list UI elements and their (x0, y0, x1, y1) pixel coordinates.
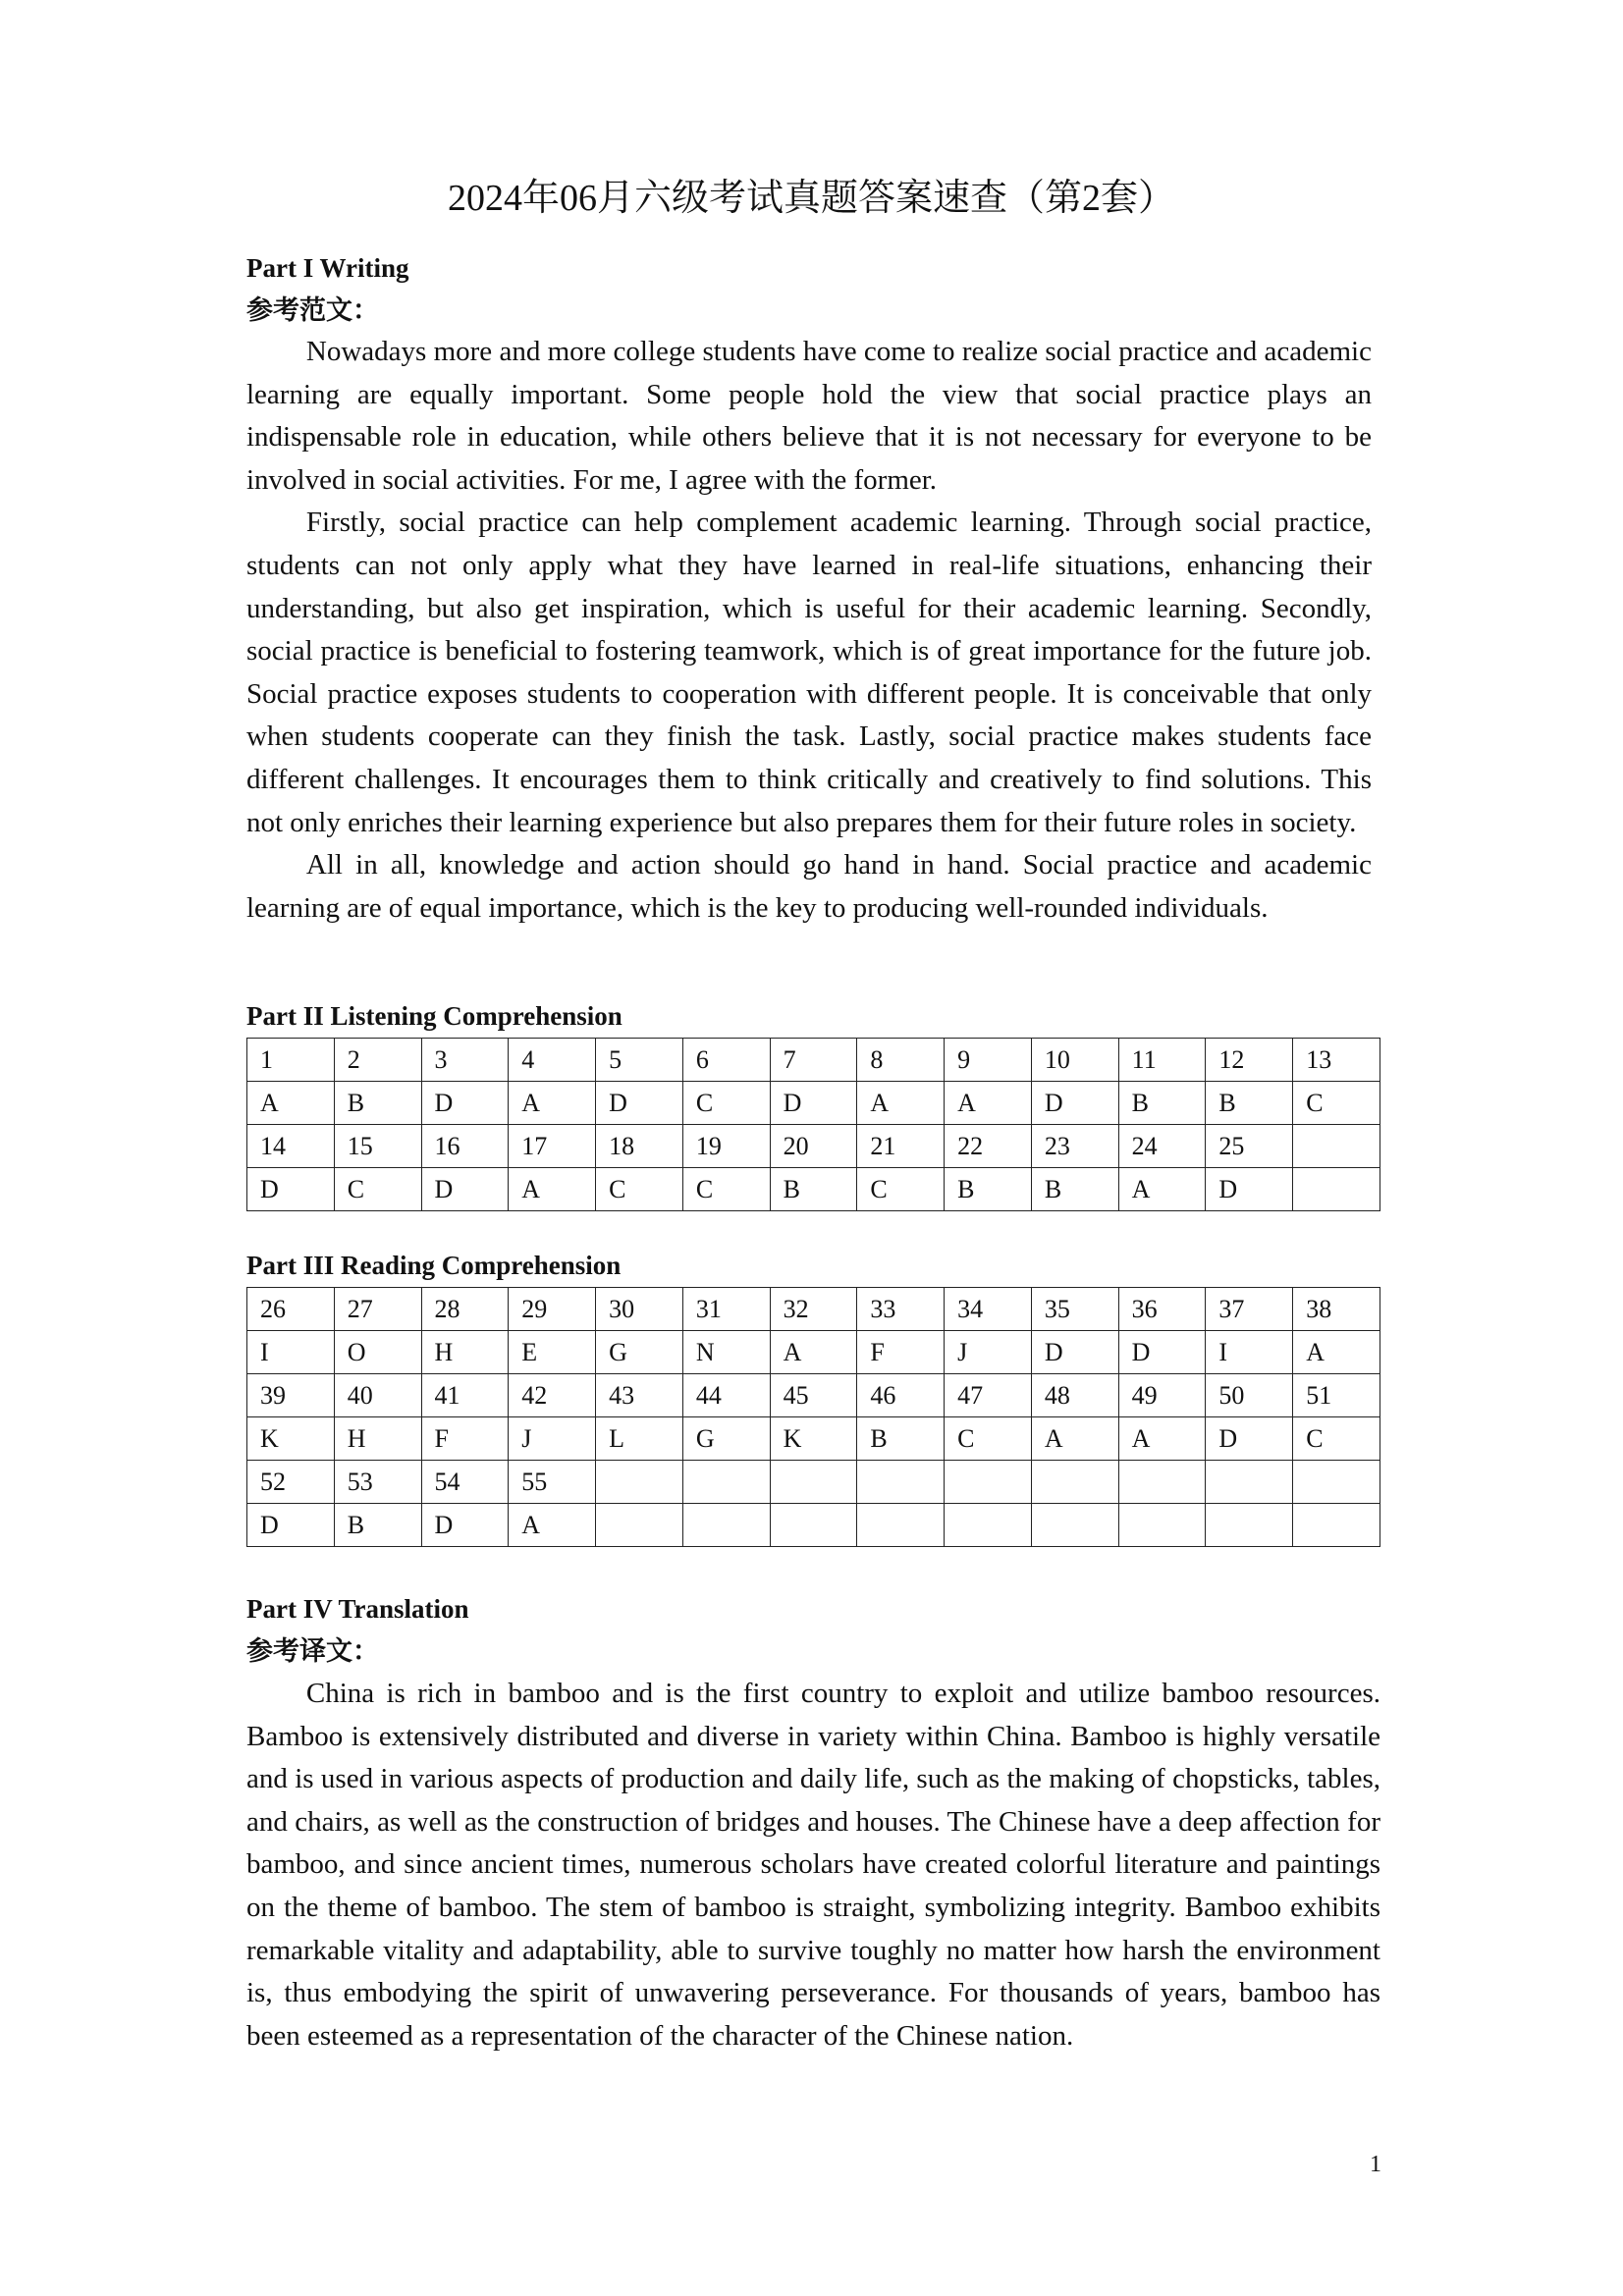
answer-cell: D (247, 1504, 335, 1547)
question-number-row (247, 1374, 1380, 1417)
listening-heading: Part II Listening Comprehension (246, 1001, 622, 1031)
question-number-cell: 5 (596, 1039, 683, 1082)
question-number-cell: 16 (421, 1125, 509, 1168)
question-number-cell: 41 (421, 1374, 509, 1417)
answer-cell (1031, 1504, 1118, 1547)
question-number-cell: 53 (334, 1461, 421, 1504)
answer-cell: G (596, 1331, 683, 1374)
question-number-cell: 12 (1206, 1039, 1293, 1082)
answer-cell: F (857, 1331, 945, 1374)
question-number-cell: 14 (247, 1125, 335, 1168)
answer-cell (945, 1504, 1032, 1547)
answer-cell: D (1031, 1082, 1118, 1125)
answer-cell: O (334, 1331, 421, 1374)
answer-cell: B (334, 1504, 421, 1547)
answer-cell: A (1293, 1331, 1380, 1374)
answer-cell (596, 1504, 683, 1547)
question-number-cell (1031, 1461, 1118, 1504)
answer-cell (1118, 1504, 1206, 1547)
answer-cell: D (1118, 1331, 1206, 1374)
answer-cell: H (334, 1417, 421, 1461)
answer-cell: K (247, 1417, 335, 1461)
answer-cell: D (770, 1082, 857, 1125)
question-number-cell: 42 (509, 1374, 596, 1417)
answer-row (247, 1417, 1380, 1461)
question-number-cell (1293, 1125, 1380, 1168)
question-number-cell: 47 (945, 1374, 1032, 1417)
question-number-cell: 50 (1206, 1374, 1293, 1417)
translation-heading: Part IV Translation (246, 1594, 469, 1624)
question-number-cell (682, 1461, 770, 1504)
answer-cell: E (509, 1331, 596, 1374)
writing-paragraph-3: All in all, knowledge and action should go hand in hand. Social practice and academic learning are of equal importance, which is the key to producing well-rounded individuals. (246, 849, 1372, 924)
answer-cell: H (421, 1331, 509, 1374)
question-number-cell: 34 (945, 1288, 1032, 1331)
answer-cell (682, 1504, 770, 1547)
answer-cell (1293, 1168, 1380, 1211)
question-number-cell: 48 (1031, 1374, 1118, 1417)
question-number-cell: 29 (509, 1288, 596, 1331)
question-number-cell (770, 1461, 857, 1504)
question-number-cell: 21 (857, 1125, 945, 1168)
answer-cell: B (857, 1417, 945, 1461)
answer-cell: A (247, 1082, 335, 1125)
answer-cell: B (770, 1168, 857, 1211)
answer-cell (857, 1504, 945, 1547)
question-number-cell: 36 (1118, 1288, 1206, 1331)
translation-sample-label: 参考译文： (246, 1636, 379, 1666)
question-number-cell: 15 (334, 1125, 421, 1168)
question-number-cell (857, 1461, 945, 1504)
question-number-cell: 8 (857, 1039, 945, 1082)
question-number-cell: 31 (682, 1288, 770, 1331)
question-number-cell: 35 (1031, 1288, 1118, 1331)
answer-cell: D (421, 1504, 509, 1547)
answer-cell: B (1118, 1082, 1206, 1125)
answer-cell: A (1031, 1417, 1118, 1461)
question-number-cell: 20 (770, 1125, 857, 1168)
answer-cell: D (596, 1082, 683, 1125)
question-number-cell: 11 (1118, 1039, 1206, 1082)
document-title: 2024年06月六级考试真题答案速查（第2套） (447, 178, 1175, 219)
answer-cell: G (682, 1417, 770, 1461)
translation-text (246, 1673, 1380, 2057)
question-number-cell: 2 (334, 1039, 421, 1082)
answer-cell: B (945, 1168, 1032, 1211)
question-number-cell (1118, 1461, 1206, 1504)
translation-paragraph: China is rich in bamboo and is the first country to exploit and utilize bamboo resources. Bamboo is extensively distributed and diverse in variety within China. Bamboo is highly versatile and is used in various aspects of production and daily life, such as the making of chopsticks, tables, and chairs, as well as the construction of bridges and houses. The Chinese have a deep affection for bamboo, and since ancient times, numerous scholars have created colorful literature and paintings on the theme of bamboo. The stem of bamboo is straight, symbolizing integrity. Bamboo exhibits remarkable vitality and adaptability, able to survive toughly no matter how harsh the environment is, thus embodying the spirit of unwavering perseverance. For thousands of years, bamboo has been esteemed as a representation of the character of the Chinese nation. (246, 1678, 1380, 2052)
question-number-cell: 43 (596, 1374, 683, 1417)
question-number-cell: 40 (334, 1374, 421, 1417)
answer-cell: A (770, 1331, 857, 1374)
answer-cell: I (1206, 1331, 1293, 1374)
writing-paragraph-2: Firstly, social practice can help complement academic learning. Through social practice, students can not only apply what they have learned in real-life situations, enhancing their understanding, but also get inspiration, which is useful for their academic learning. Secondly, social practice is beneficial to fostering teamwork, which is of great importance for the future job. Social practice exposes students to cooperation with different people. It is conceivable that only when students cooperate can they finish the task. Lastly, social practice makes students face different challenges. It encourages them to think critically and creatively to find solutions. This not only enriches their learning experience but also prepares them for their future roles in society. (246, 507, 1372, 838)
question-number-cell: 18 (596, 1125, 683, 1168)
question-number-cell (1206, 1461, 1293, 1504)
question-number-cell: 39 (247, 1374, 335, 1417)
question-number-cell: 7 (770, 1039, 857, 1082)
answer-cell: D (421, 1168, 509, 1211)
question-number-cell: 30 (596, 1288, 683, 1331)
question-number-cell: 25 (1206, 1125, 1293, 1168)
question-number-cell: 27 (334, 1288, 421, 1331)
question-number-cell (596, 1461, 683, 1504)
question-number-row (247, 1288, 1380, 1331)
question-number-cell (945, 1461, 1032, 1504)
question-number-row (247, 1461, 1380, 1504)
answer-cell: C (857, 1168, 945, 1211)
question-number-cell: 4 (509, 1039, 596, 1082)
answer-cell: B (334, 1082, 421, 1125)
question-number-cell: 13 (1293, 1039, 1380, 1082)
question-number-cell: 32 (770, 1288, 857, 1331)
reading-heading: Part III Reading Comprehension (246, 1251, 622, 1280)
question-number-cell: 3 (421, 1039, 509, 1082)
listening-answer-table (246, 1038, 1380, 1211)
answer-cell: D (1206, 1417, 1293, 1461)
answer-row (247, 1504, 1380, 1547)
question-number-cell: 23 (1031, 1125, 1118, 1168)
question-number-cell: 10 (1031, 1039, 1118, 1082)
answer-cell: L (596, 1417, 683, 1461)
writing-essay (246, 331, 1372, 930)
answer-cell: A (1118, 1168, 1206, 1211)
answer-row (247, 1082, 1380, 1125)
question-number-cell: 44 (682, 1374, 770, 1417)
question-number-cell: 54 (421, 1461, 509, 1504)
question-number-cell: 6 (682, 1039, 770, 1082)
answer-cell: A (509, 1504, 596, 1547)
question-number-cell: 45 (770, 1374, 857, 1417)
answer-cell: A (509, 1082, 596, 1125)
answer-cell: C (334, 1168, 421, 1211)
page-number: 1 (1370, 2152, 1381, 2177)
question-number-cell: 51 (1293, 1374, 1380, 1417)
answer-cell: N (682, 1331, 770, 1374)
answer-cell (1293, 1504, 1380, 1547)
answer-cell: D (1206, 1168, 1293, 1211)
question-number-cell: 28 (421, 1288, 509, 1331)
question-number-cell: 19 (682, 1125, 770, 1168)
question-number-cell: 37 (1206, 1288, 1293, 1331)
answer-cell: J (945, 1331, 1032, 1374)
question-number-cell: 22 (945, 1125, 1032, 1168)
question-number-cell (1293, 1461, 1380, 1504)
answer-row (247, 1168, 1380, 1211)
answer-cell: F (421, 1417, 509, 1461)
question-number-cell: 38 (1293, 1288, 1380, 1331)
question-number-cell: 52 (247, 1461, 335, 1504)
answer-cell: I (247, 1331, 335, 1374)
answer-cell: B (1206, 1082, 1293, 1125)
answer-cell: A (509, 1168, 596, 1211)
answer-cell: D (421, 1082, 509, 1125)
answer-cell: A (857, 1082, 945, 1125)
answer-cell: B (1031, 1168, 1118, 1211)
answer-cell: A (1118, 1417, 1206, 1461)
question-number-cell: 17 (509, 1125, 596, 1168)
answer-cell: C (1293, 1417, 1380, 1461)
writing-paragraph-1: Nowadays more and more college students have come to realize social practice and academic learning are equally important. Some people hold the view that social practice plays an indispensable role in education, while others believe that it is not necessary for everyone to be involved in social activities. For me, I agree with the former. (246, 336, 1372, 496)
question-number-cell: 1 (247, 1039, 335, 1082)
question-number-cell: 9 (945, 1039, 1032, 1082)
answer-cell (770, 1504, 857, 1547)
question-number-row (247, 1125, 1380, 1168)
question-number-cell: 49 (1118, 1374, 1206, 1417)
answer-cell: D (247, 1168, 335, 1211)
answer-cell: C (682, 1082, 770, 1125)
reading-answer-table (246, 1287, 1380, 1547)
answer-cell: K (770, 1417, 857, 1461)
answer-cell: C (945, 1417, 1032, 1461)
question-number-row (247, 1039, 1380, 1082)
writing-sample-label: 参考范文： (246, 295, 379, 325)
answer-cell: D (1031, 1331, 1118, 1374)
answer-cell: C (682, 1168, 770, 1211)
question-number-cell: 24 (1118, 1125, 1206, 1168)
answer-cell (1206, 1504, 1293, 1547)
answer-cell: C (596, 1168, 683, 1211)
answer-cell: C (1293, 1082, 1380, 1125)
question-number-cell: 33 (857, 1288, 945, 1331)
question-number-cell: 46 (857, 1374, 945, 1417)
writing-heading: Part I Writing (246, 253, 409, 283)
answer-row (247, 1331, 1380, 1374)
answer-cell: J (509, 1417, 596, 1461)
question-number-cell: 26 (247, 1288, 335, 1331)
question-number-cell: 55 (509, 1461, 596, 1504)
answer-cell: A (945, 1082, 1032, 1125)
